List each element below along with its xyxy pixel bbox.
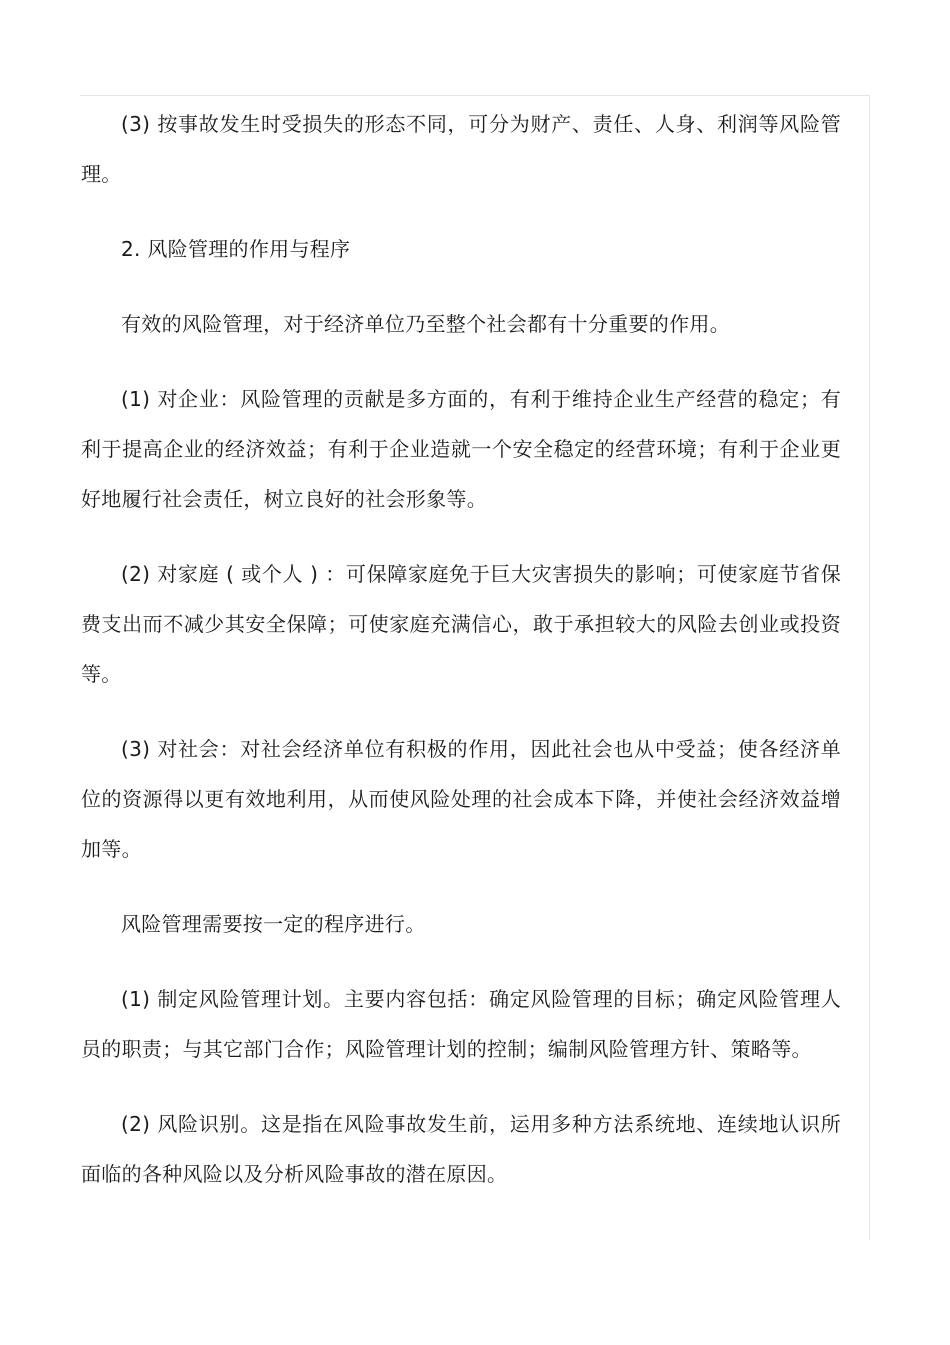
paragraph-for-enterprise: (1) 对企业：风险管理的贡献是多方面的，有利于维持企业生产经营的稳定；有利于提高企业的经济效益；有利于企业造就一个安全稳定的经营环境；有利于企业更好地履行社会责任，树立良好的社会形象等。 [81,387,841,511]
paragraph-for-society: (3) 对社会：对社会经济单位有积极的作用，因此社会也从中受益；使各经济单位的资源得以更有效地利用，从而使风险处理的社会成本下降，并使社会经济效益增加等。 [81,737,841,861]
paragraph-for-family: (2) 对家庭 ( 或个人 ) ：可保障家庭免于巨大灾害损失的影响；可使家庭节省保费支出而不减少其安全保障；可使家庭充满信心，敢于承担较大的风险去创业或投资等。 [81,562,841,686]
paragraph-procedure-intro: 风险管理需要按一定的程序进行。 [121,912,426,936]
paragraph-effective-risk-management: 有效的风险管理，对于经济单位乃至整个社会都有十分重要的作用。 [121,312,730,336]
section-heading-role-and-procedure: 2. 风险管理的作用与程序 [121,237,351,261]
document-body [81,99,841,1199]
paragraph-risk-management-plan: (1) 制定风险管理计划。主要内容包括：确定风险管理的目标；确定风险管理人员的职责；与其它部门合作；风险管理计划的控制；编制风险管理方针、策略等。 [81,987,841,1061]
paragraph-loss-form-classification: (3) 按事故发生时受损失的形态不同，可分为财产、责任、人身、利润等风险管理。 [81,112,841,186]
paragraph-risk-identification: (2) 风险识别。这是指在风险事故发生前，运用多种方法系统地、连续地认识所面临的各种风险以及分析风险事故的潜在原因。 [81,1112,841,1186]
